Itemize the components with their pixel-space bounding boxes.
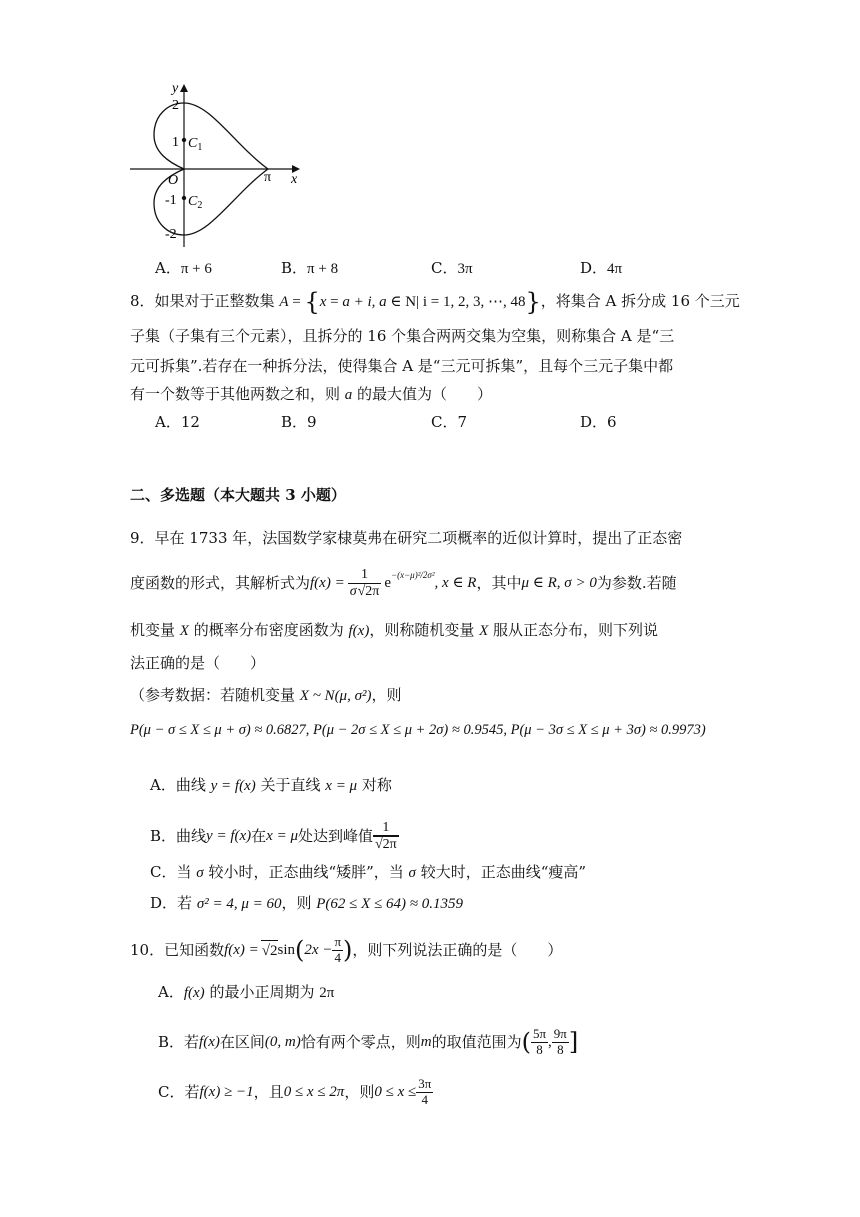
q8-line-3: 元可拆集”.若存在一种拆分法，使得集合 A 是“三元可拆集”，且每个三元子集中都 <box>130 357 674 375</box>
q8-line-2: 子集（子集有三个元素），且拆分的 16 个集合两两交集为空集，则称集合 A 是“三 <box>130 327 675 345</box>
q7-option-c[interactable]: C．3π <box>431 259 473 277</box>
q9-option-c[interactable]: C．当 σ 较小时，正态曲线“矮胖”，当 σ 较大时，正态曲线“瘦高” <box>150 863 587 881</box>
x-axis-label: x <box>291 172 298 187</box>
q9-reference-probabilities: P(μ − σ ≤ X ≤ μ + σ) ≈ 0.6827, P(μ − 2σ ≤ X ≤ μ + 2σ) ≈ 0.9545, P(μ − 3σ ≤ X ≤ μ + 3σ) ≈ 0.9973) <box>130 722 706 738</box>
q9-line-1: 9．早在 1733 年，法国数学家棣莫弗在研究二项概率的近似计算时，提出了正态密 <box>130 529 683 547</box>
q8-option-c[interactable]: C．7 <box>431 413 468 431</box>
q7-option-d[interactable]: D．4π <box>580 259 623 277</box>
q9-option-a[interactable]: A．曲线 y = f(x) 关于直线 x = μ 对称 <box>150 776 392 794</box>
q9-option-b[interactable]: B． 曲线 y = f(x) 在 x = μ 处达到峰值 $\frac{1}{√2\pi}$ <box>150 819 397 852</box>
tick-2: 2 <box>172 98 179 113</box>
q9-line-4: 法正确的是（ ） <box>130 654 266 672</box>
q8-line-4: 有一个数等于其他两数之和，则 a 的最大值为（ ） <box>130 385 493 403</box>
q8-option-d[interactable]: D．6 <box>580 413 617 431</box>
y-axis-arrow <box>180 84 188 92</box>
q7-option-b[interactable]: B．π + 8 <box>281 259 339 277</box>
q8-line-1: 8．如果对于正整数集 A = {x = a + i, a ∈ N| i = 1, 2, 3, ⋯, 48}，将集合 A 拆分成 16 个三元 <box>130 288 740 316</box>
q10-option-c[interactable]: C． 若 f(x) ≥ −1 ，且 0 ≤ x ≤ 2π ，则 0 ≤ x ≤ $\frac{3\pi}{4}$ <box>158 1076 432 1107</box>
c1-point <box>182 138 186 142</box>
heart-curve-figure <box>128 82 308 252</box>
q9-line-3: 机变量 X 的概率分布密度函数为 f(x)，则称随机变量 X 服从正态分布，则下列说 <box>130 621 659 639</box>
section-heading: 二、多选题（本大题共 3 小题） <box>130 486 346 504</box>
q7-option-a[interactable]: A．π + 6 <box>155 259 212 277</box>
q10-option-a[interactable]: A．f(x) 的最小正周期为 2π <box>158 983 335 1001</box>
c2-label: $C_2$ <box>188 194 203 211</box>
origin-label: O <box>168 173 179 188</box>
q9-reference-line: （参考数据：若随机变量 X ~ N(μ, σ²)，则 <box>130 686 402 704</box>
q10-option-b[interactable]: B． 若 f(x) 在区间 (0, m) 恰有两个零点，则 m 的取值范围为 ( $\frac{5\pi}{8}$ , $\frac{9\pi}{8}$ ] <box>158 1026 579 1057</box>
tick-neg2: -2 <box>165 227 177 242</box>
tick-pi: π <box>264 170 272 185</box>
q9-option-d[interactable]: D．若 σ² = 4, μ = 60，则 P(62 ≤ X ≤ 64) ≈ 0.1359 <box>150 894 464 912</box>
c1-label: $C_1$ <box>188 136 203 153</box>
c2-point <box>182 196 186 200</box>
q10-stem: 10．已知函数 f(x) = √2 sin ( 2x − $\frac{\pi}{4}$ ) ，则下列说法正确的是（ ） <box>130 934 563 965</box>
tick-neg1: -1 <box>165 193 177 208</box>
tick-1: 1 <box>172 135 179 150</box>
q9-line-2: 度函数的形式，其解析式为 f(x) = $\frac{1}{\sigma√2\pi}$ e $^{-(x-\mu)^2/2\sigma^2}$ , x ∈ R ，其中 μ ∈ R, σ > 0 为参数.若随 <box>130 567 677 599</box>
q8-option-b[interactable]: B．9 <box>281 413 317 431</box>
q8-option-a[interactable]: A．12 <box>155 413 200 431</box>
y-axis-label: y <box>172 82 179 96</box>
